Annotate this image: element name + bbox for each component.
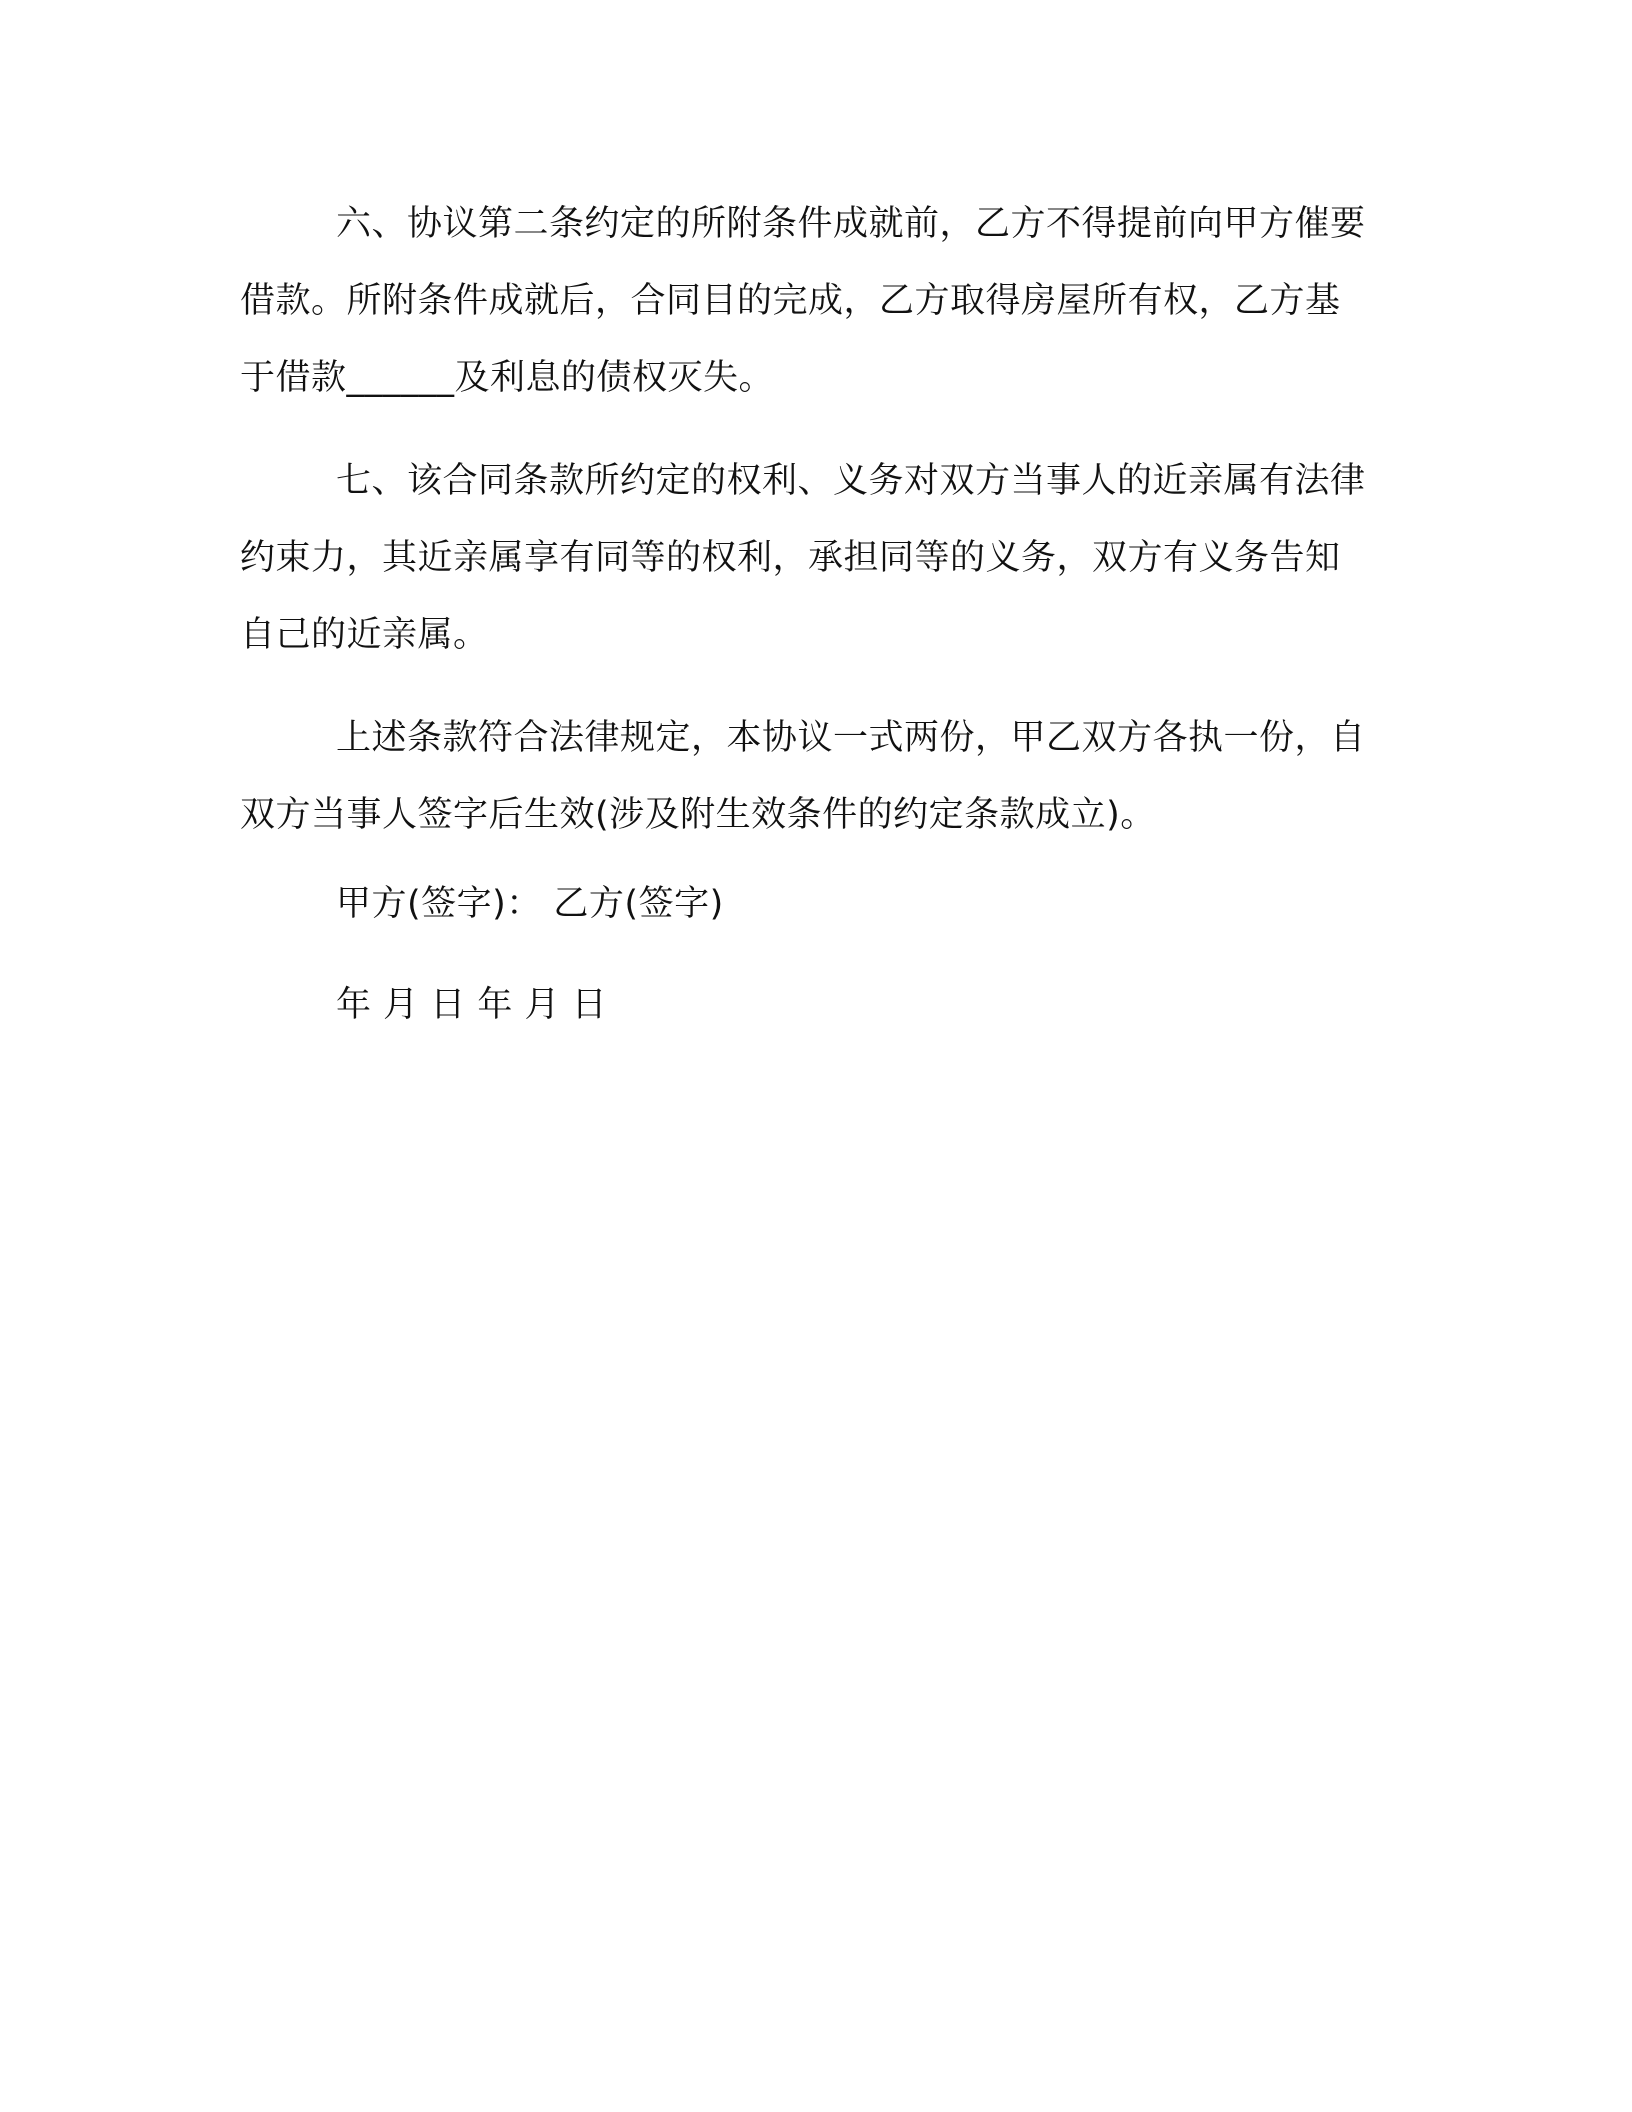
date-line: 年 月 日 年 月 日 (336, 985, 608, 1025)
closing-statement: 上述条款符合法律规定，本协议一式两份，甲乙双方各执一份，自双方当事人签字后生效(涉及附生效条件的约定条款成立)。 (240, 718, 1366, 835)
signature-line: 甲方(签字)： 乙方(签字) (336, 884, 724, 924)
clause-seven: 七、该合同条款所约定的权利、义务对双方当事人的近亲属有法律约束力，其近亲属享有同等的权利，承担同等的义务，双方有义务告知自己的近亲属。 (240, 461, 1366, 655)
document-body (240, 186, 1372, 1044)
clause-six: 六、协议第二条约定的所附条件成就前，乙方不得提前向甲方催要借款。所附条件成就后，合同目的完成，乙方取得房屋所有权，乙方基于借款______及利息的债权灭失。 (240, 204, 1366, 398)
